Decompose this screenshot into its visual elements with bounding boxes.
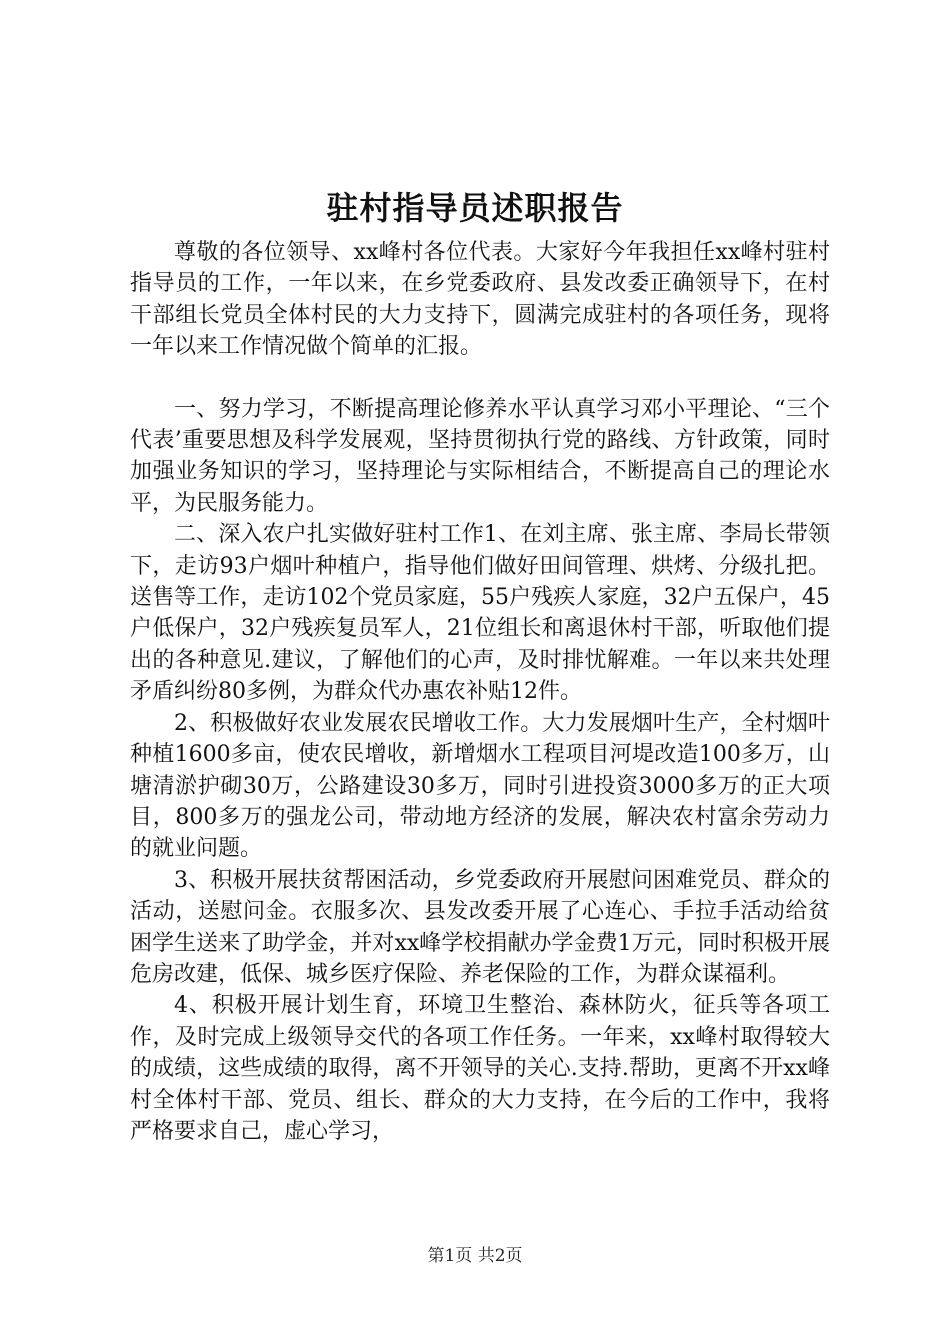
paragraph-section-2: 二、深入农户扎实做好驻村工作1、在刘主席、张主席、李局长带领下，走访93户烟叶种植户，指导他们做好田间管理、烘烤、分级扎把。送售等工作，走访102个党员家庭，55户残疾人家庭，32户五保户，45户低保户，32户残疾复员军人，21位组长和离退休村干部，听取他们提出的各种意见.建议，了解他们的心声，及时排忧解难。一年以来共处理矛盾纠纷80多例，为群众代办惠农补贴12件。 bbox=[130, 522, 830, 705]
document-body bbox=[130, 237, 830, 1147]
paragraph-item-4: 4、积极开展计划生育，环境卫生整治、森林防火，征兵等各项工作，及时完成上级领导交代的各项工作任务。一年来，xx峰村取得较大的成绩，这些成绩的取得，离不开领导的关心.支持.帮助，更离不开xx峰村全体村干部、党员、组长、群众的大力支持，在今后的工作中，我将严格要求自己，虚心学习， bbox=[130, 993, 830, 1144]
paragraph-item-3: 3、积极开展扶贫帮困活动，乡党委政府开展慰问困难党员、群众的活动，送慰问金。衣服多次、县发改委开展了心连心、手拉手活动给贫困学生送来了助学金，并对xx峰学校捐献办学金费1万元，同时积极开展危房改建，低保、城乡医疗保险、养老保险的工作，为群众谋福利。 bbox=[130, 867, 830, 987]
document-title: 驻村指导员述职报告 bbox=[326, 189, 624, 227]
paragraph-intro: 尊敬的各位领导、xx峰村各位代表。大家好今年我担任xx峰村驻村指导员的工作，一年以来，在乡党委政府、县发改委正确领导下，在村干部组长党员全体村民的大力支持下，圆满完成驻村的各项任务，现将一年以来工作情况做个简单的汇报。 bbox=[130, 240, 830, 360]
page-number-footer: 第1页 共2页 bbox=[427, 1246, 523, 1266]
paragraph-section-1: 一、努力学习，不断提高理论修养水平认真学习邓小平理论、“三个代表’重要思想及科学发展观，坚持贯彻执行党的路线、方针政策，同时加强业务知识的学习，坚持理论与实际相结合，不断提高自己的理论水平，为民服务能力。 bbox=[130, 396, 830, 516]
paragraph-item-2: 2、积极做好农业发展农民增收工作。大力发展烟叶生产，全村烟叶种植1600多亩，使农民增收，新增烟水工程项目河堤改造100多万，山塘清淤护砌30万，公路建设30多万，同时引进投资3000多万的正大项目，800多万的强龙公司，带动地方经济的发展，解决农村富余劳动力的就业问题。 bbox=[130, 710, 830, 862]
